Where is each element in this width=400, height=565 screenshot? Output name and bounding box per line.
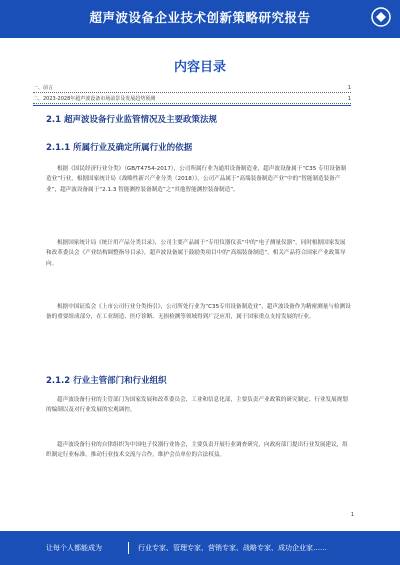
toc-entry-text: 一、前言 [33, 85, 54, 91]
toc-entry-text: 二、2023-2028年超声波设备市场前景及发展趋势预测 [33, 96, 156, 102]
subsection-heading: 2.1.2 行业主管部门和行业组织 [46, 376, 167, 386]
paragraph: 超声波设备行业的自律组织为中国电子仪器行业协会，主要负责开展行业调查研究，向政府部门提出行业发展建议，组织制定行业标准，推动行业技术交流与合作，维护会员单位的合法权益。 [46, 442, 348, 459]
paragraph: 根据《国民经济行业分类》（GB/T4754-2017），公司所属行业为通用设备制造业，超声波设备属于“C35 专用设备制造业”行业，根据国家统计局《战略性新兴产业分类（2018）》，公司产品属于“高端装备制造产业”中的“智能制造装备产业”，超声波设备属于“2.1.3 智能测控装备制造”之“其他智能测控装备制造”。 [46, 166, 347, 193]
subsection-heading: 2.1.1 所属行业及确定所属行业的依据 [46, 143, 193, 153]
report-title: 超声波设备企业技术创新策略研究报告 [89, 10, 311, 25]
toc-divider [33, 105, 351, 106]
footer-slogan: 让每个人都能成为 [46, 544, 102, 552]
header-bar [0, 0, 400, 38]
toc-entry-page: 1 [347, 96, 351, 102]
paragraph: 根据中国证监会《上市公司行业分类指引》，公司所处行业为“C35专用设备制造业”，超声波设备作为精密测量与检测设备的重要组成部分，在工业制造、医疗诊断、无损检测等领域得到广泛应用，属于国家重点支持发展的行业。 [46, 304, 351, 321]
toc-entry[interactable] [33, 84, 351, 93]
footer-tagline: 行业专家、管理专家、营销专家、战略专家、成功企业家…… [138, 544, 327, 552]
toc-title: 内容目录 [173, 60, 226, 75]
toc-entry-page: 1 [347, 85, 351, 91]
footer-divider [128, 542, 129, 554]
paragraph: 超声波设备行业的主管部门为国家发展和改革委员会、工业和信息化部，主要负责产业政策的研究制定、行业发展规划的编制以及对行业发展的宏观调控。 [46, 397, 348, 414]
page-number: 1 [350, 512, 354, 518]
footer-bar [0, 531, 400, 565]
section-heading: 2.1 超声波设备行业监管情况及主要政策法规 [46, 115, 218, 125]
paragraph: 根据国家统计局《统计用产品分类目录》，公司主要产品属于“专用仪器仪表”中的“电子测量仪器”，同时根据国家发展和改革委员会《产业结构调整指导目录》，超声波设备属于鼓励类项目中的“高端装备制造”，相关产品符合国家产业政策导向。 [46, 240, 346, 267]
company-logo-icon [370, 6, 392, 28]
toc-entry[interactable] [33, 95, 351, 104]
